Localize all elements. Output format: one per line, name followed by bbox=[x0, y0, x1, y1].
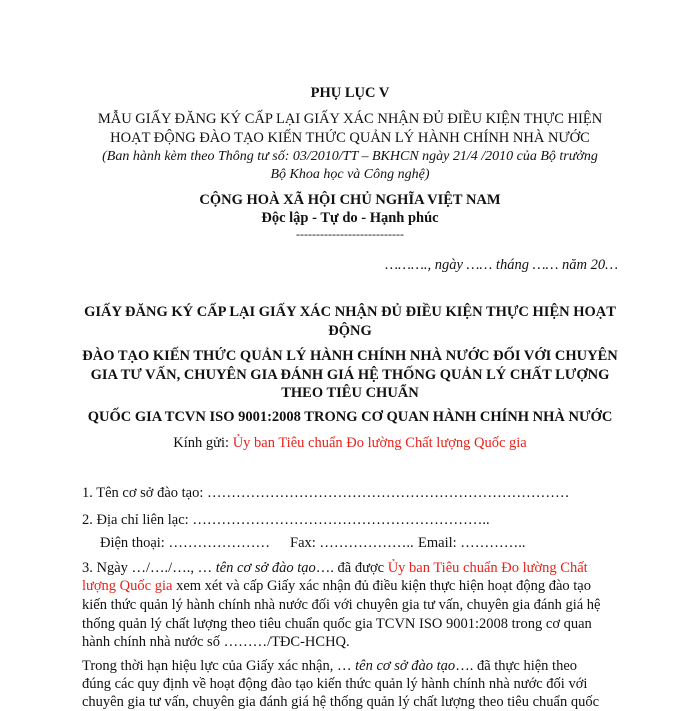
field-training-name: 1. Tên cơ sở đào tạo: ………………………………………………………………… bbox=[82, 485, 570, 501]
para3-date: 3. Ngày …/…./…., … bbox=[82, 560, 216, 576]
form-title-line-3: ĐÀO TẠO KIẾN THỨC QUẢN LÝ HÀNH CHÍNH NHÀ NƯỚC ĐỐI VỚI CHUYÊN bbox=[82, 348, 618, 364]
field-contact-address: 2. Địa chỉ liên lạc: …………………………………………………….. bbox=[82, 512, 490, 528]
para3-org-placeholder: tên cơ sở đào tạo bbox=[215, 560, 316, 576]
form-title-line-6: QUỐC GIA TCVN ISO 9001:2008 TRONG CƠ QUAN HÀNH CHÍNH NHÀ NƯỚC bbox=[87, 409, 613, 425]
para3-line-3: kiến thức quản lý hành chính nhà nước đối với chuyên gia tư vấn, chuyên gia đánh giá hệ bbox=[82, 597, 601, 613]
appendix-heading-line-1: MẪU GIẤY ĐĂNG KÝ CẤP LẠI GIẤY XÁC NHẬN ĐỦ ĐIỀU KIỆN THỰC HIỆN bbox=[97, 111, 603, 127]
motto-divider: --------------------------- bbox=[296, 227, 404, 241]
field-email: Email: ………….. bbox=[418, 535, 526, 551]
country-name: CỘNG HOÀ XÃ HỘI CHỦ NGHĨA VIỆT NAM bbox=[199, 192, 501, 208]
para3-text: xem xét và cấp Giấy xác nhận đủ điều kiện thực hiện hoạt động đào tạo bbox=[172, 578, 591, 594]
appendix-title: PHỤ LỤC V bbox=[310, 85, 390, 101]
para4-org-placeholder: tên cơ sở đào tạo bbox=[355, 658, 456, 674]
para3-committee-name: Ủy ban Tiêu chuẩn Đo lường Chất bbox=[387, 560, 588, 576]
para4-text: Trong thời hạn hiệu lực của Giấy xác nhận, … bbox=[82, 658, 356, 674]
date-line: ………., ngày …… tháng …… năm 20… bbox=[385, 257, 618, 273]
national-motto: Độc lập - Tự do - Hạnh phúc bbox=[261, 210, 439, 226]
form-title-line-4: GIA TƯ VẤN, CHUYÊN GIA ĐÁNH GIÁ HỆ THỐNG QUẢN LÝ CHẤT LƯỢNG bbox=[90, 367, 610, 383]
para3-committee-name-cont: lượng Quốc gia bbox=[82, 578, 173, 594]
form-title-line-2: ĐỘNG bbox=[328, 323, 372, 339]
appendix-heading-line-2: HOẠT ĐỘNG ĐÀO TẠO KIẾN THỨC QUẢN LÝ HÀNH CHÍNH NHÀ NƯỚC bbox=[110, 130, 590, 146]
para3-line-4: thống quản lý chất lượng theo tiêu chuẩn quốc gia TCVN ISO 9001:2008 trong cơ quan bbox=[82, 616, 592, 632]
para4-line-1 bbox=[82, 657, 577, 675]
recipient-prefix: Kính gửi: bbox=[173, 435, 233, 451]
para3-line-1 bbox=[82, 559, 588, 577]
recipient-name: Ủy ban Tiêu chuẩn Đo lường Chất lượng Quốc gia bbox=[232, 435, 527, 451]
para4-line-3: chuyên gia tư vấn, chuyên gia đánh giá hệ thống quản lý chất lượng theo tiêu chuẩn quốc bbox=[82, 694, 600, 710]
issued-note-line-2: Bộ Khoa học và Công nghệ) bbox=[270, 167, 430, 182]
para3-connector: …. đã được bbox=[315, 560, 388, 576]
para3-line-2 bbox=[82, 577, 591, 595]
issued-note-line-1: (Ban hành kèm theo Thông tư số: 03/2010/TT – BKHCN ngày 21/4 /2010 của Bộ trưởng bbox=[102, 149, 598, 164]
field-fax: Fax: ……………….. bbox=[290, 535, 414, 551]
form-title-line-1: GIẤY ĐĂNG KÝ CẤP LẠI GIẤY XÁC NHẬN ĐỦ ĐIỀU KIỆN THỰC HIỆN HOẠT bbox=[84, 304, 616, 320]
para4-line-2: đúng các quy định về hoạt động đào tạo kiến thức quản lý hành chính nhà nước đối với bbox=[82, 676, 588, 692]
form-title-line-5: THEO TIÊU CHUẨN bbox=[281, 385, 419, 401]
para3-line-5: hành chính nhà nước số ………/TĐC-HCHQ. bbox=[82, 634, 350, 650]
recipient-line bbox=[0, 434, 700, 452]
para4-text-cont: …. đã thực hiện theo bbox=[455, 658, 578, 674]
field-phone: Điện thoại: ………………… bbox=[100, 535, 270, 551]
